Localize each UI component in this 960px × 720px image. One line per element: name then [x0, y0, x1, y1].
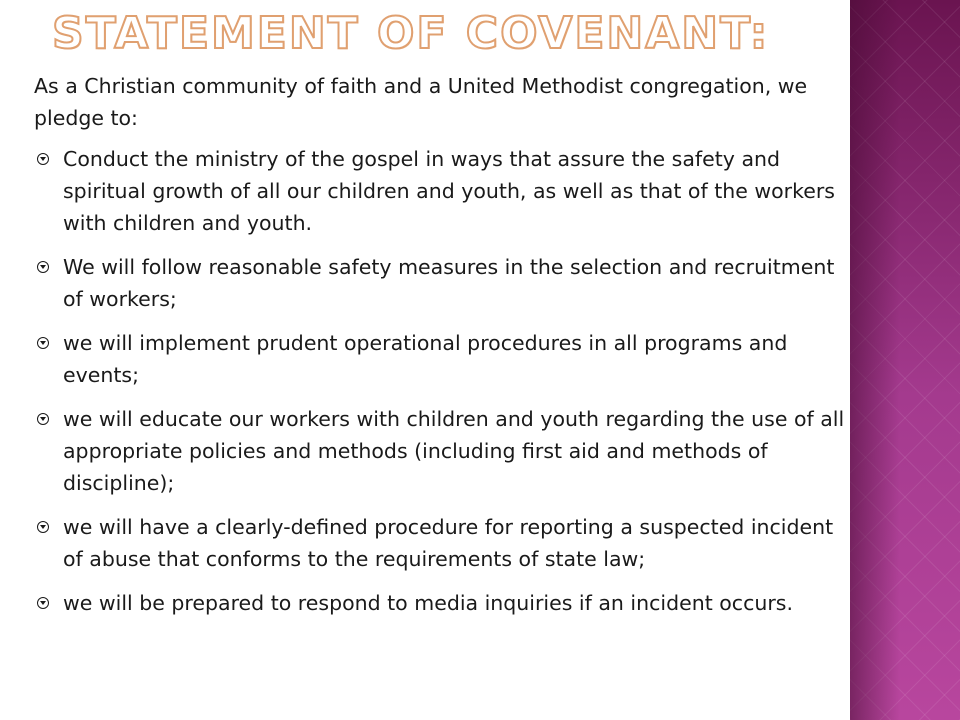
circled-down-arrow-icon [37, 153, 49, 165]
bullet-text: we will educate our workers with children and youth regarding the use of all appropriate policies and methods (including first aid and methods of discipline); [63, 407, 845, 495]
circled-down-arrow-icon [37, 597, 49, 609]
decorative-sidebar [850, 0, 960, 720]
bullet-item [34, 327, 846, 391]
intro-text: As a Christian community of faith and a United Methodist congregation, we pledge to: [34, 74, 808, 130]
circled-down-arrow-icon [37, 521, 49, 533]
slide-body [34, 70, 846, 631]
circled-down-arrow-icon [37, 413, 49, 425]
circled-down-arrow-icon [37, 337, 49, 349]
bullet-item [34, 143, 846, 239]
slide-title: STATEMENT OF COVENANT: [52, 8, 770, 59]
bullet-text: Conduct the ministry of the gospel in ways that assure the safety and spiritual growth of all our children and youth, as well as that of the workers with children and youth. [63, 147, 835, 235]
bullet-text: we will have a clearly-defined procedure for reporting a suspected incident of abuse that conforms to the requirements of state law; [63, 515, 834, 571]
bullet-item [34, 403, 846, 499]
bullet-item [34, 587, 846, 619]
bullet-text: we will implement prudent operational procedures in all programs and events; [63, 331, 788, 387]
bullet-item [34, 511, 846, 575]
bullet-item [34, 251, 846, 315]
bullet-text: we will be prepared to respond to media inquiries if an incident occurs. [63, 591, 793, 615]
bullet-list [34, 143, 846, 619]
bullet-text: We will follow reasonable safety measures in the selection and recruitment of workers; [63, 255, 835, 311]
circled-down-arrow-icon [37, 261, 49, 273]
